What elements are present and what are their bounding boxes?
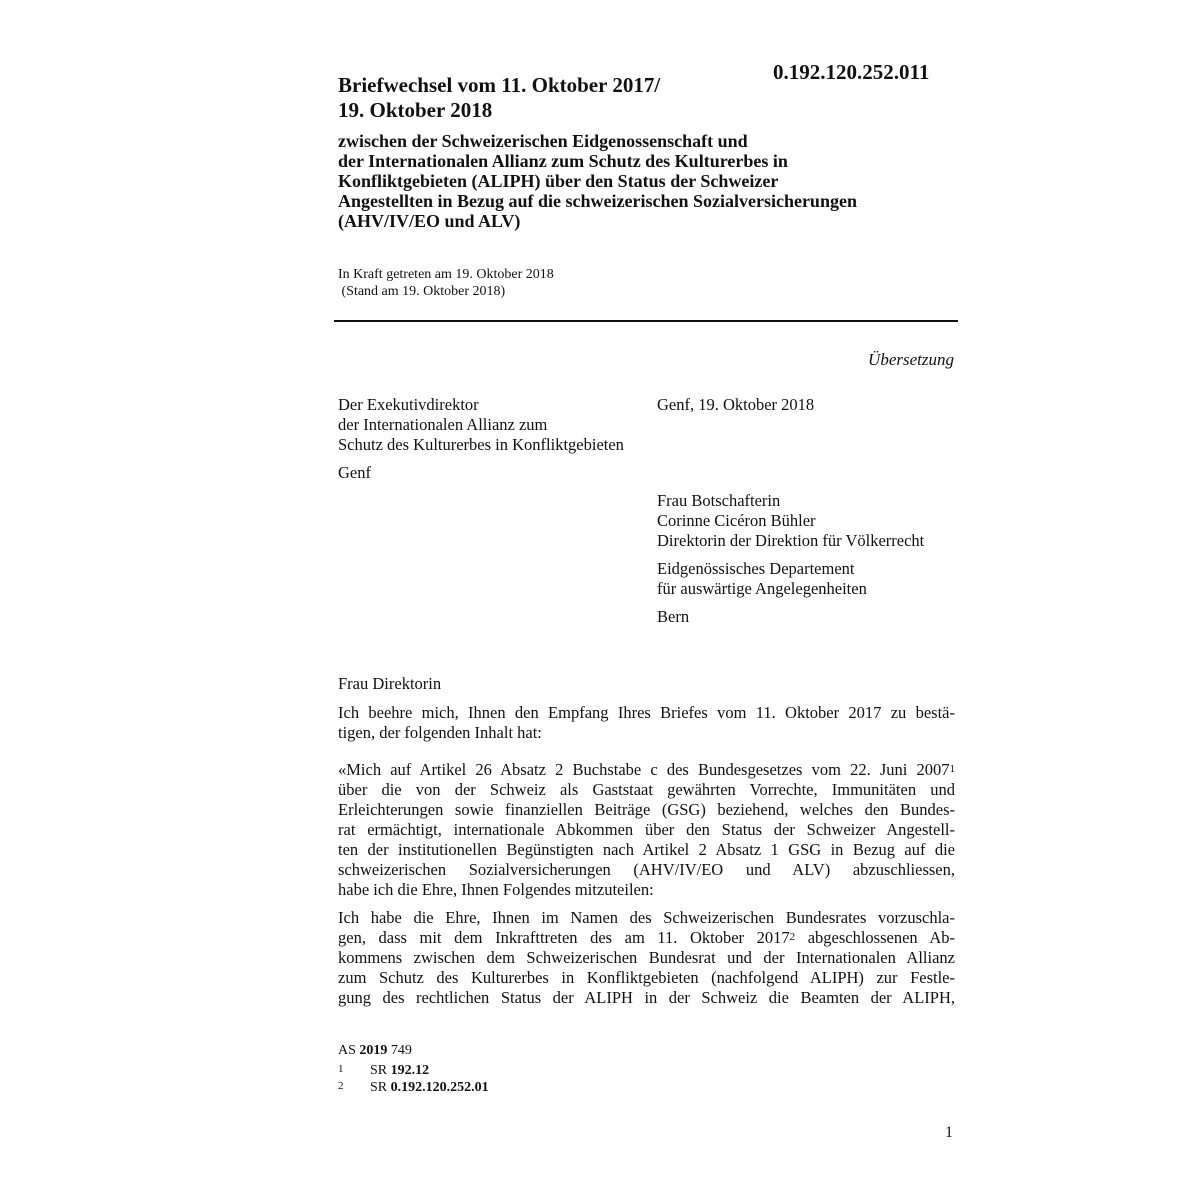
- stand-date: (Stand am 19. Oktober 2018): [338, 284, 506, 299]
- paragraph-text: abgeschlossenen Ab-: [795, 928, 955, 947]
- paragraph-1: [338, 703, 955, 743]
- paragraph-3: [338, 908, 955, 1008]
- sr-number: 0.192.120.252.011: [773, 60, 930, 84]
- footnote-ref: 0.192.120.252.01: [390, 1080, 489, 1095]
- paragraph-line: habe ich die Ehre, Ihnen Folgendes mitzuteilen:: [338, 880, 654, 899]
- paragraph-line: kommens zwischen dem Schweizerischen Bundesrat und der Internationalen Allianz: [338, 948, 955, 967]
- paragraph-text: gen, dass mit dem Inkrafttreten des am 11. Oktober 2017: [338, 928, 790, 947]
- recipient-line: Frau Botschafterin: [657, 491, 781, 510]
- sender-line: der Internationalen Allianz zum: [338, 415, 548, 434]
- recipient-line: Corinne Cicéron Bühler: [657, 511, 816, 530]
- sender-line: Schutz des Kulturerbes in Konfliktgebieten: [338, 435, 624, 454]
- paragraph-line: ten der institutionellen Begünstigten nach Artikel 2 Absatz 1 GSG in Bezug auf die: [338, 840, 955, 859]
- footnote: [338, 1079, 489, 1096]
- sender-city: Genf: [338, 463, 371, 482]
- document-title: [338, 73, 660, 123]
- as-reference: [338, 1043, 412, 1059]
- paragraph-line: [338, 760, 955, 780]
- sender-block: [338, 395, 624, 455]
- paragraph-line: schweizerischen Sozialversicherungen (AHV/IV/EO und ALV) abzuschliessen,: [338, 860, 955, 879]
- translation-label: Übersetzung: [868, 350, 954, 369]
- title-line: 19. Oktober 2018: [338, 98, 493, 122]
- recipient-block: [657, 491, 924, 627]
- footnote-prefix: SR: [370, 1080, 391, 1095]
- subtitle-line: zwischen der Schweizerischen Eidgenossenschaft und: [338, 131, 748, 151]
- document-subtitle: [338, 131, 958, 231]
- footnote: [338, 1062, 489, 1079]
- salutation: Frau Direktorin: [338, 674, 442, 693]
- footnotes: [338, 1062, 489, 1096]
- as-page: 749: [387, 1043, 412, 1058]
- paragraph-line: [338, 928, 955, 948]
- subtitle-line: der Internationalen Allianz zum Schutz des Kulturerbes in: [338, 151, 788, 171]
- recipient-line: Direktorin der Direktion für Völkerrecht: [657, 531, 925, 550]
- as-prefix: AS: [338, 1043, 360, 1058]
- in-force-date: In Kraft getreten am 19. Oktober 2018: [338, 267, 554, 282]
- as-year: 2019: [359, 1043, 388, 1058]
- footnote-number: 2: [338, 1080, 344, 1092]
- paragraph-line: tigen, der folgenden Inhalt hat:: [338, 723, 542, 742]
- footnote-ref: 192.12: [390, 1063, 430, 1078]
- paragraph-line: Erleichterungen sowie finanziellen Beiträge (GSG) beziehend, welches den Bundes-: [338, 800, 955, 819]
- paragraph-line: Ich habe die Ehre, Ihnen im Namen des Schweizerischen Bundesrates vorzuschla-: [338, 908, 955, 927]
- subtitle-line: (AHV/IV/EO und ALV): [338, 211, 521, 231]
- header-divider: [334, 320, 958, 322]
- letter-date: Genf, 19. Oktober 2018: [657, 395, 815, 414]
- recipient-line: Eidgenössisches Departement: [657, 559, 855, 578]
- subtitle-line: Angestellten in Bezug auf die schweizerischen Sozialversicherungen: [338, 191, 857, 211]
- paragraph-line: Ich beehre mich, Ihnen den Empfang Ihres Briefes vom 11. Oktober 2017 zu bestä-: [338, 703, 955, 722]
- recipient-city: Bern: [657, 607, 690, 626]
- footnote-marker: 2: [789, 931, 796, 943]
- footnote-prefix: SR: [370, 1063, 391, 1078]
- status-info: [338, 266, 554, 300]
- page-number: 1: [945, 1124, 953, 1141]
- paragraph-line: über die von der Schweiz als Gaststaat gewährten Vorrechte, Immunitäten und: [338, 780, 955, 799]
- footnote-marker: 1: [949, 763, 955, 775]
- title-line: Briefwechsel vom 11. Oktober 2017/: [338, 73, 661, 97]
- paragraph-line: gung des rechtlichen Status der ALIPH in der Schweiz die Beamten der ALIPH,: [338, 988, 955, 1007]
- paragraph-line: rat ermächtigt, internationale Abkommen über den Status der Schweizer Angestell-: [338, 820, 955, 839]
- subtitle-line: Konfliktgebieten (ALIPH) über den Status der Schweizer: [338, 171, 779, 191]
- paragraph-line: zum Schutz des Kulturerbes in Konfliktgebieten (nachfolgend ALIPH) zur Festle-: [338, 968, 955, 987]
- footnote-number: 1: [338, 1063, 344, 1075]
- paragraph-text: «Mich auf Artikel 26 Absatz 2 Buchstabe c des Bundesgesetzes vom 22. Juni 2007: [338, 760, 950, 779]
- paragraph-2: [338, 760, 955, 900]
- recipient-line: für auswärtige Angelegenheiten: [657, 579, 867, 598]
- sender-line: Der Exekutivdirektor: [338, 395, 479, 414]
